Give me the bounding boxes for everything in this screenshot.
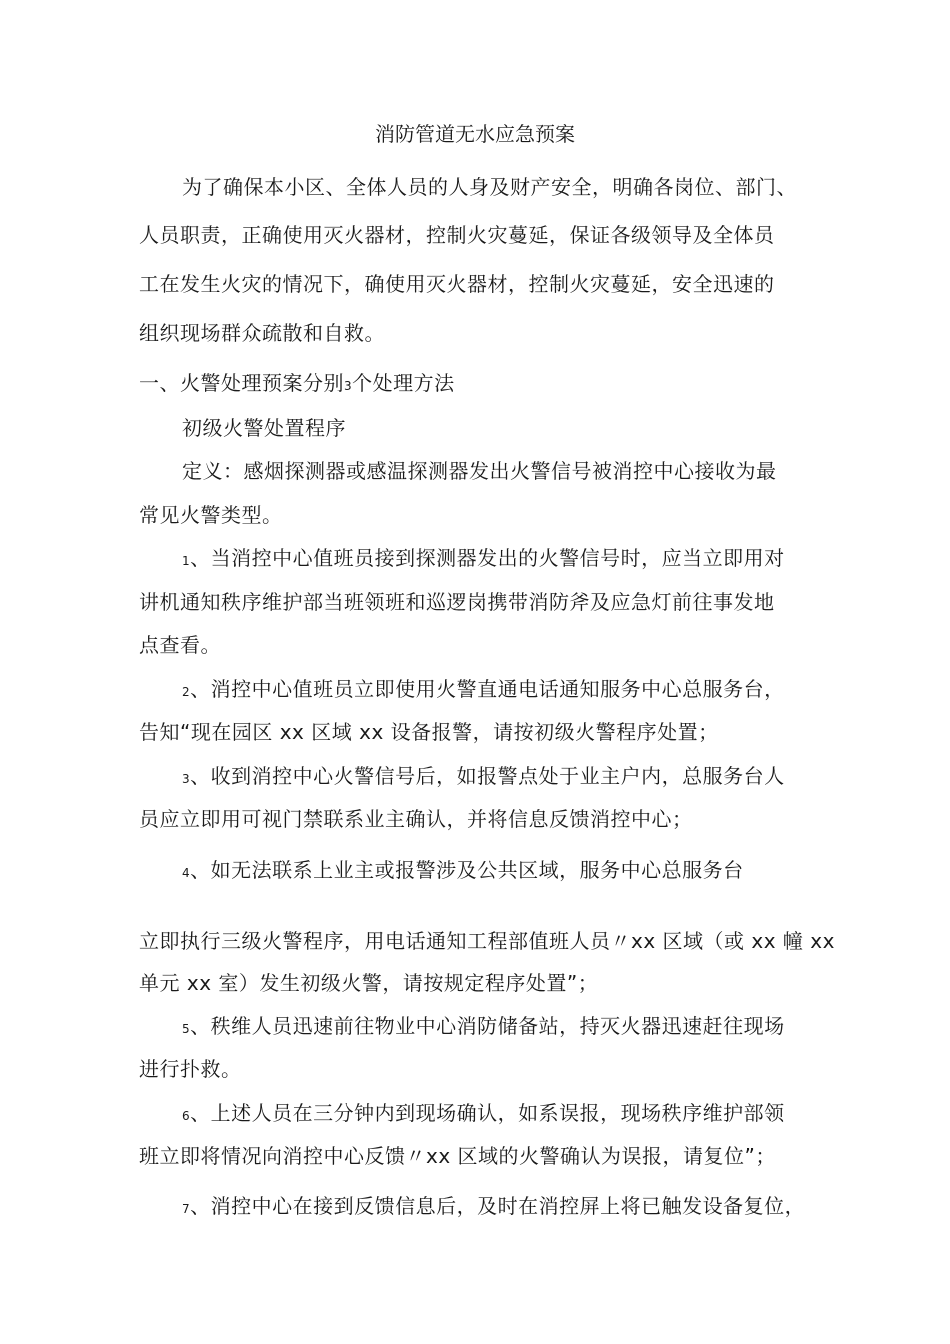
item-2-number: 2 [182, 685, 191, 699]
item-7-number: 7 [182, 1202, 191, 1216]
item-6-number: 6 [182, 1109, 191, 1123]
item-3-text-1: 、收到消控中心火警信号后，如报警点处于业主户内，总服务台人 [190, 764, 785, 788]
item-6-line-1 [182, 1098, 785, 1131]
item-7-text-1: 、消控中心在接到反馈信息后，及时在消控屏上将已触发设备复位， [190, 1194, 806, 1218]
definition-line-2: 常见火警类型。 [139, 503, 283, 527]
section-heading-suffix: 个处理方法 [352, 371, 455, 395]
item-1-line-2: 讲机通知秩序维护部当班领班和巡逻岗携带消防斧及应急灯前往事发地 [139, 590, 775, 614]
definition-line-1: 定义：感烟探测器或感温探测器发出火警信号被消控中心接收为最 [182, 459, 777, 483]
subheading-initial-alarm: 初级火警处置程序 [182, 416, 346, 440]
item-4-text-1: 、如无法联系上业主或报警涉及公共区域，服务中心总服务台 [190, 858, 744, 882]
item-3-line-2: 员应立即用可视门禁联系业主确认，并将信息反馈消控中心； [139, 807, 693, 831]
item-1-text-1: 、当消控中心值班员接到探测器发出的火警信号时，应当立即用对 [190, 546, 785, 570]
item-3-number: 3 [182, 772, 191, 786]
intro-line-4: 组织现场群众疏散和自救。 [139, 321, 385, 345]
item-1-number: 1 [182, 554, 191, 568]
item-6-line-2: 班立即将情况向消控中心反馈〃xx 区域的火警确认为误报，请复位”； [139, 1144, 776, 1168]
item-4-line-2: 立即执行三级火警程序，用电话通知工程部值班人员〃xx 区域（或 xx 幢 xx [139, 929, 835, 953]
item-2-line-1 [182, 674, 785, 707]
item-4-line-1 [182, 855, 744, 888]
item-1-line-3: 点查看。 [139, 633, 221, 657]
item-4-line-3: 单元 xx 室）发生初级火警，请按规定程序处置”； [139, 971, 599, 995]
document-title: 消防管道无水应急预案 [375, 122, 575, 146]
item-2-text-1: 、消控中心值班员立即使用火警直通电话通知服务中心总服务台， [190, 677, 785, 701]
intro-line-2: 人员职责，正确使用灭火器材，控制火灾蔓延，保证各级领导及全体员 [139, 223, 775, 247]
item-2-line-2: 告知“现在园区 xx 区域 xx 设备报警，请按初级火警程序处置； [139, 720, 719, 744]
item-5-number: 5 [182, 1022, 191, 1036]
item-5-line-2: 进行扑救。 [139, 1057, 242, 1081]
item-5-line-1 [182, 1011, 785, 1044]
item-7-line-1 [182, 1191, 805, 1224]
item-3-line-1 [182, 761, 785, 794]
section-heading [139, 368, 455, 401]
intro-line-3: 工在发生火灾的情况下，确使用灭火器材，控制火灾蔓延，安全迅速的 [139, 272, 775, 296]
section-heading-prefix: 一、火警处理预案分别 [139, 371, 344, 395]
section-heading-number: 3 [344, 379, 353, 393]
item-5-text-1: 、秩维人员迅速前往物业中心消防储备站，持灭火器迅速赶往现场 [190, 1014, 785, 1038]
item-4-number: 4 [182, 866, 191, 880]
intro-line-1: 为了确保本小区、全体人员的人身及财产安全，明确各岗位、部门、 [182, 175, 797, 199]
item-1-line-1 [182, 543, 785, 576]
item-6-text-1: 、上述人员在三分钟内到现场确认，如系误报，现场秩序维护部领 [190, 1101, 785, 1125]
